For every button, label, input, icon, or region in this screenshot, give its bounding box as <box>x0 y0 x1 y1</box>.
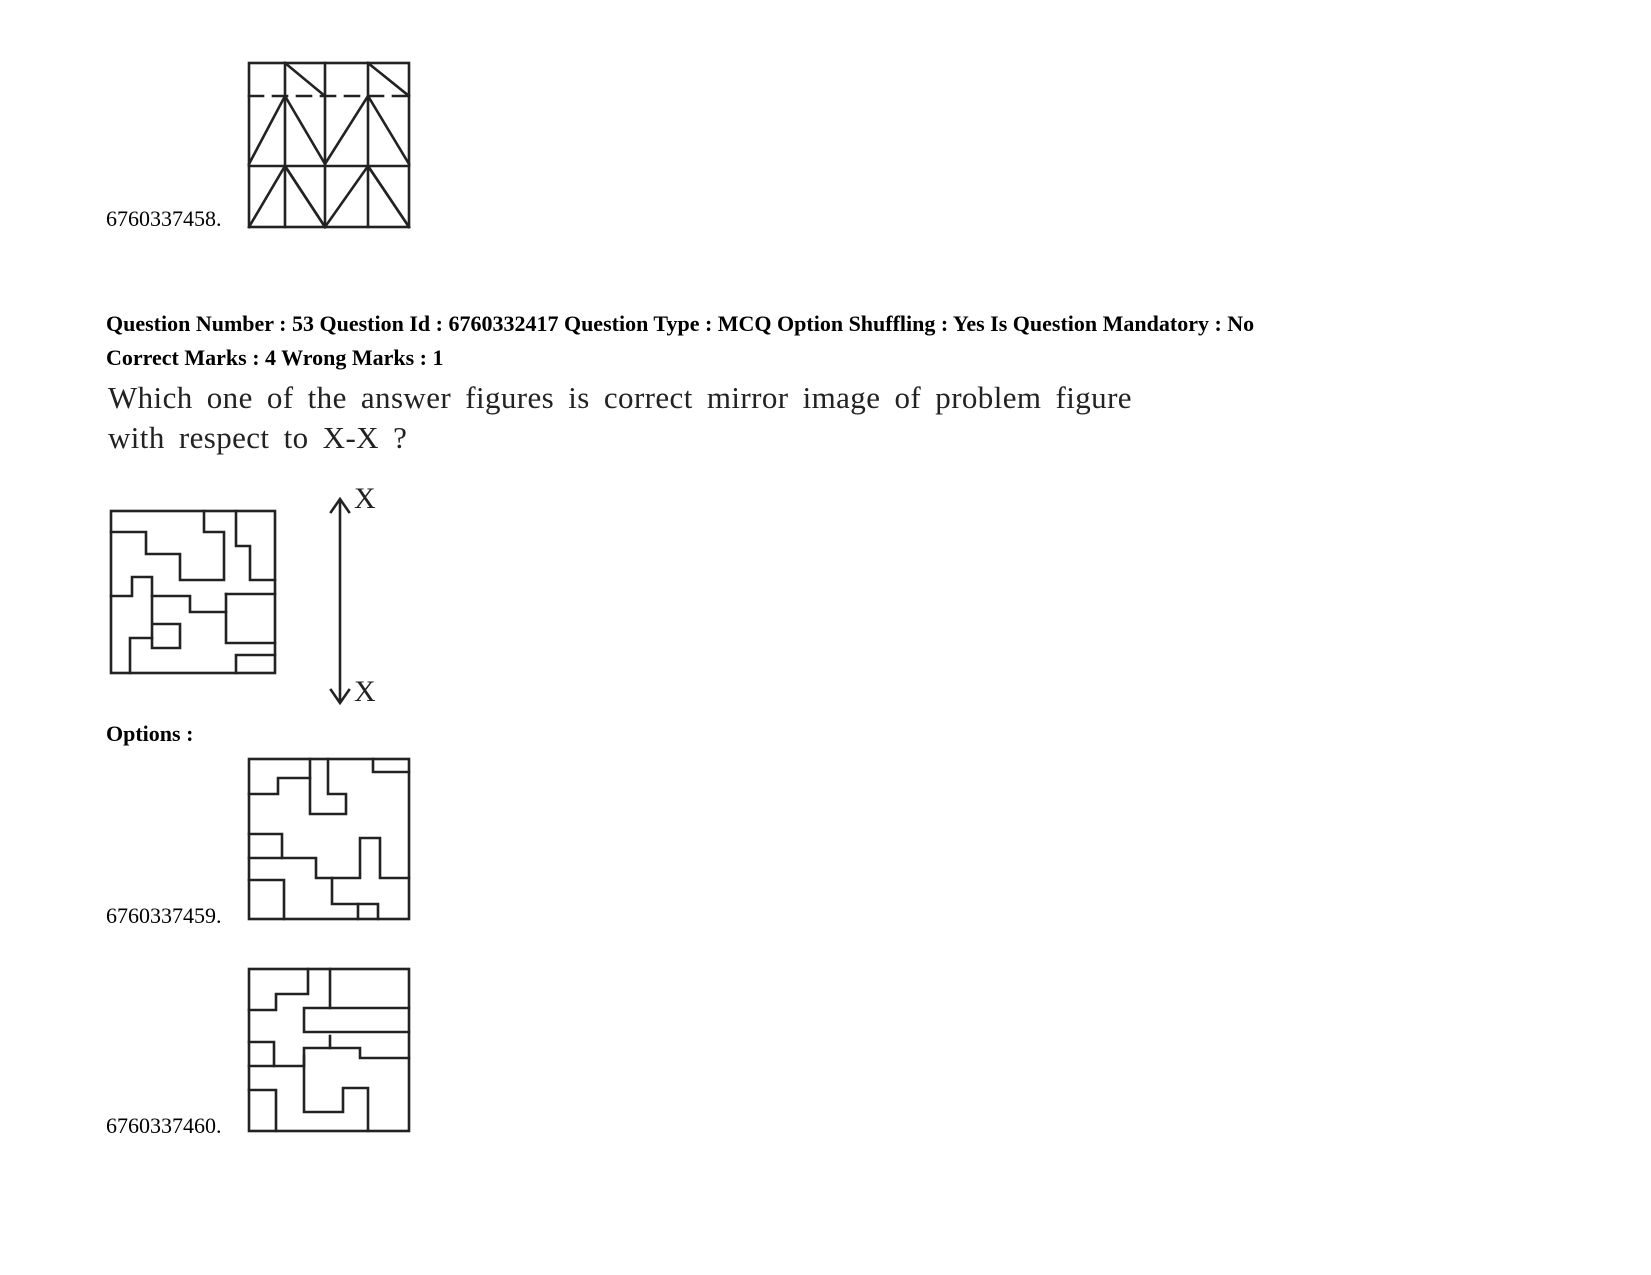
option-2-figure[interactable] <box>248 968 410 1132</box>
question-text-line-2: with respect to X-X ? <box>108 420 408 455</box>
mirror-axis-arrow <box>328 496 352 706</box>
axis-bottom-label: X <box>354 675 376 708</box>
question-meta-line-1: Question Number : 53 Question Id : 6760332417 Question Type : MCQ Option Shuffling : Yes Is Question Mandatory : No <box>106 311 1255 336</box>
axis-top-label: X <box>354 482 376 515</box>
option-id-label: 6760337460. <box>106 1113 222 1138</box>
question-meta-line-2: Correct Marks : 4 Wrong Marks : 1 <box>106 345 444 370</box>
problem-figure <box>110 510 276 674</box>
previous-option-figure <box>248 62 410 228</box>
option-id-label: 6760337459. <box>106 903 222 928</box>
option-id-label: 6760337458. <box>106 206 222 231</box>
question-text-line-1: Which one of the answer figures is correct mirror image of problem figure <box>108 380 1132 415</box>
option-1-figure[interactable] <box>248 758 410 920</box>
options-heading: Options : <box>106 721 194 746</box>
